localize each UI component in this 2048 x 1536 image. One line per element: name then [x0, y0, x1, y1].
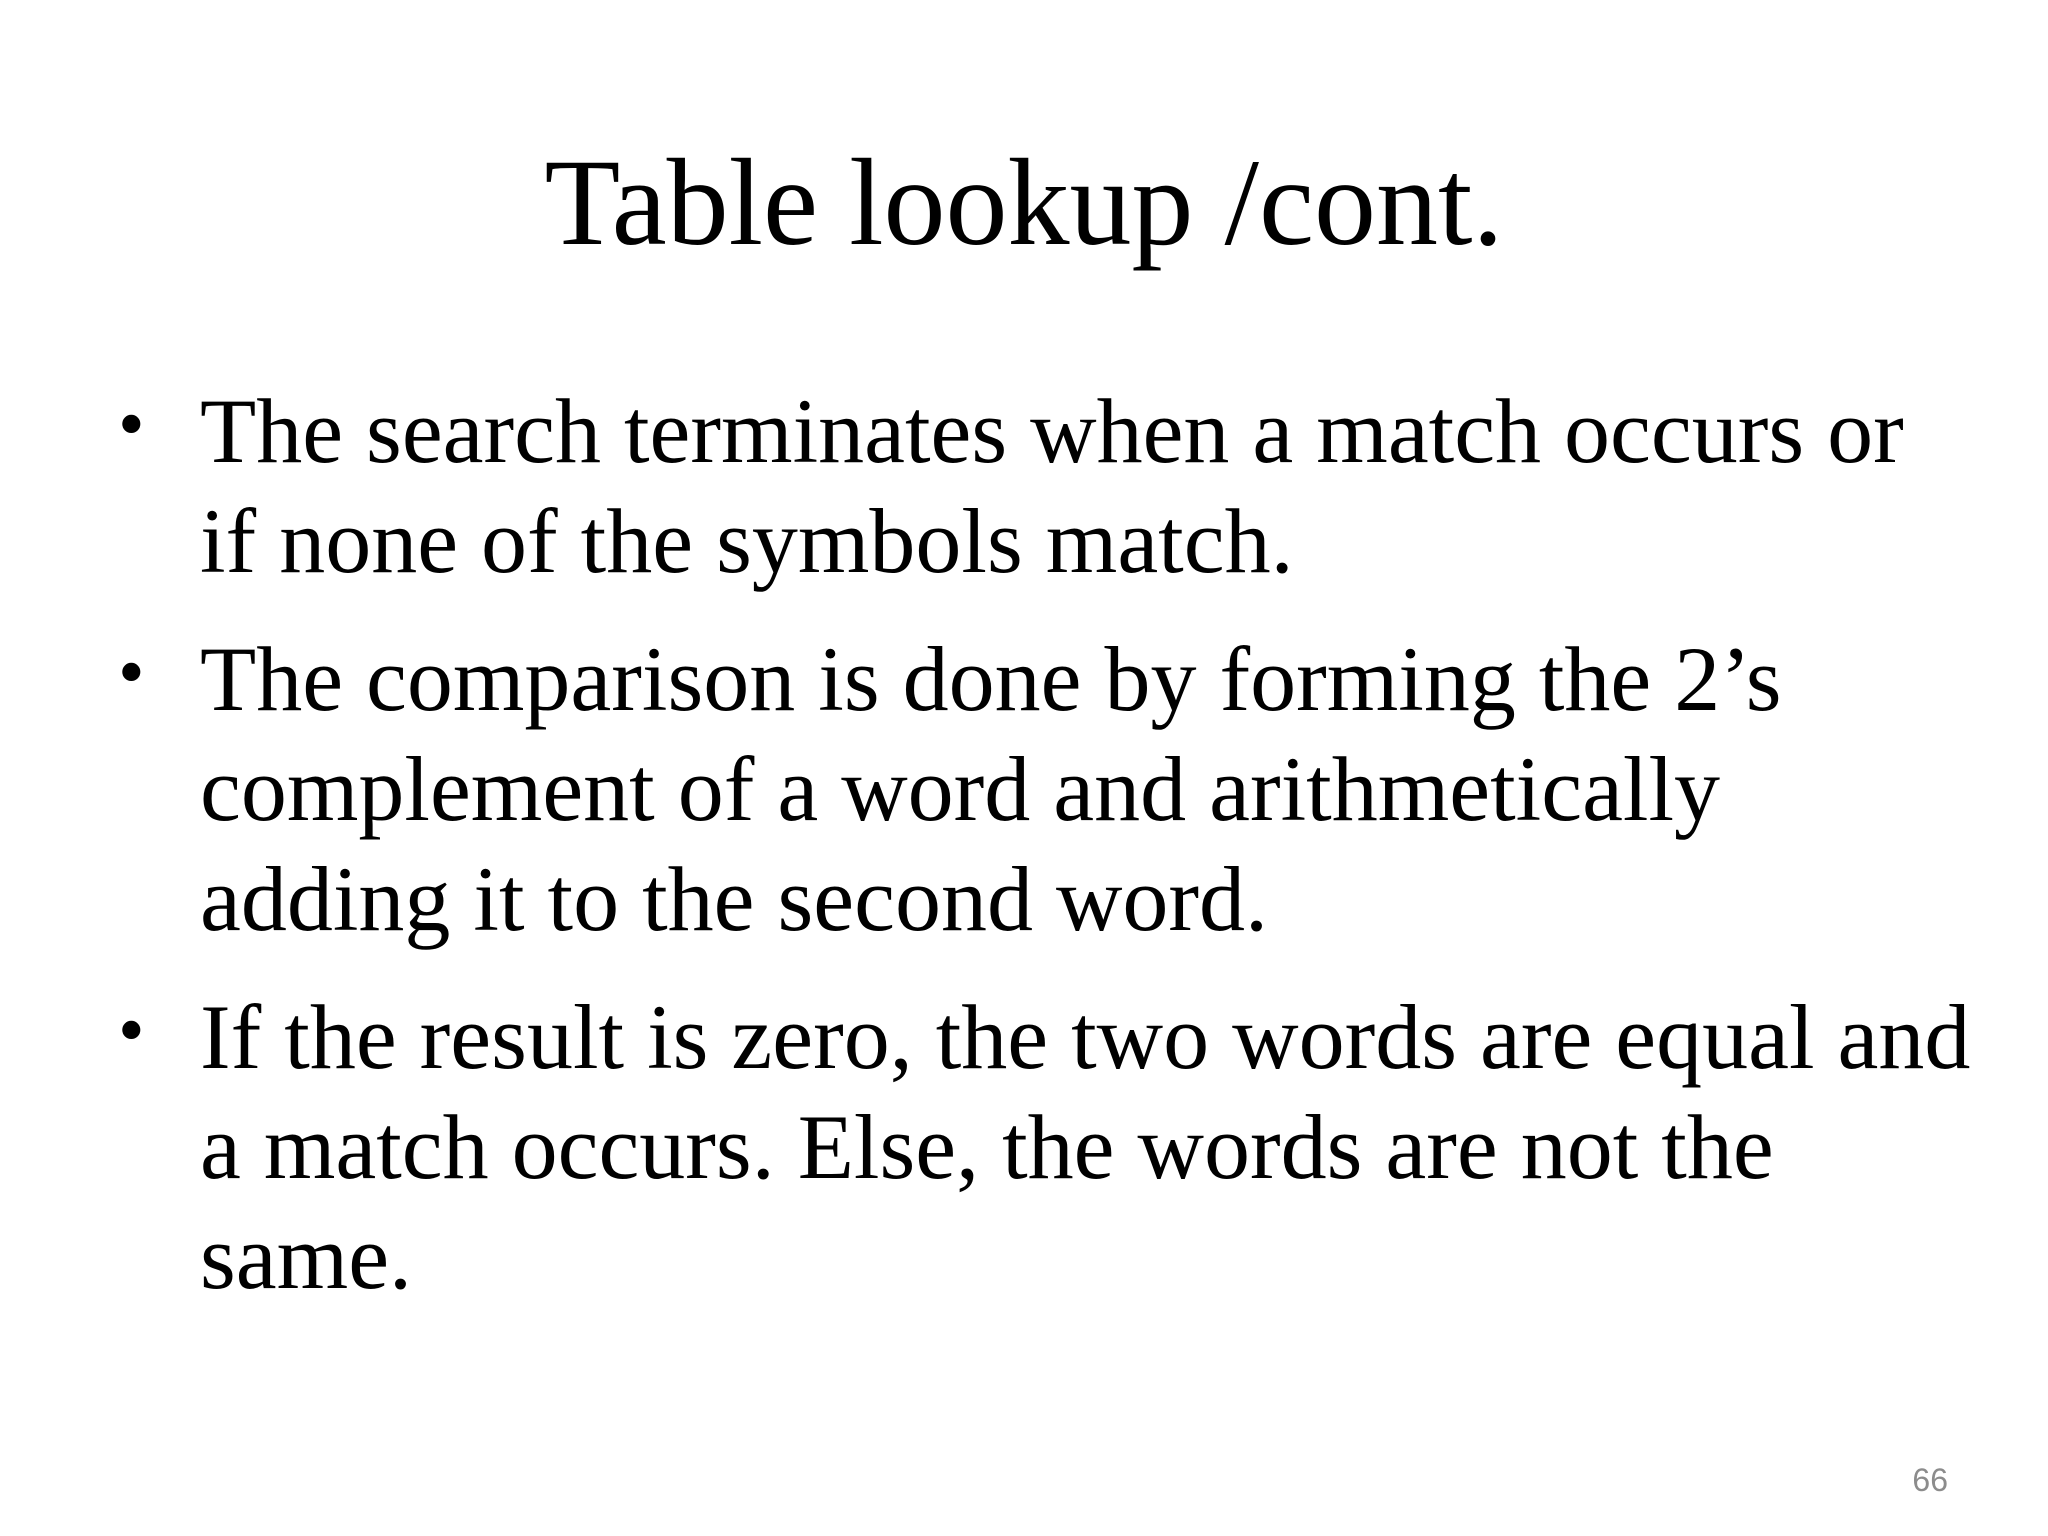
bullet-item	[118, 376, 1978, 596]
page-number: 66	[1912, 1462, 1948, 1498]
bullet-text: The comparison is done by forming the 2’s complement of a word and arithmetically adding it to the second word.	[200, 628, 1782, 950]
bullet-item	[118, 624, 1978, 954]
slide-title: Table lookup /cont.	[544, 134, 1504, 271]
bullet-list	[118, 376, 1978, 1340]
bullet-text: The search terminates when a match occurs or if none of the symbols match.	[200, 380, 1904, 592]
bullet-icon: •	[118, 382, 145, 466]
bullet-icon: •	[118, 988, 145, 1072]
bullet-item	[118, 982, 1978, 1312]
bullet-icon: •	[118, 630, 145, 714]
bullet-text: If the result is zero, the two words are equal and a match occurs. Else, the words are not the same.	[200, 986, 1971, 1308]
